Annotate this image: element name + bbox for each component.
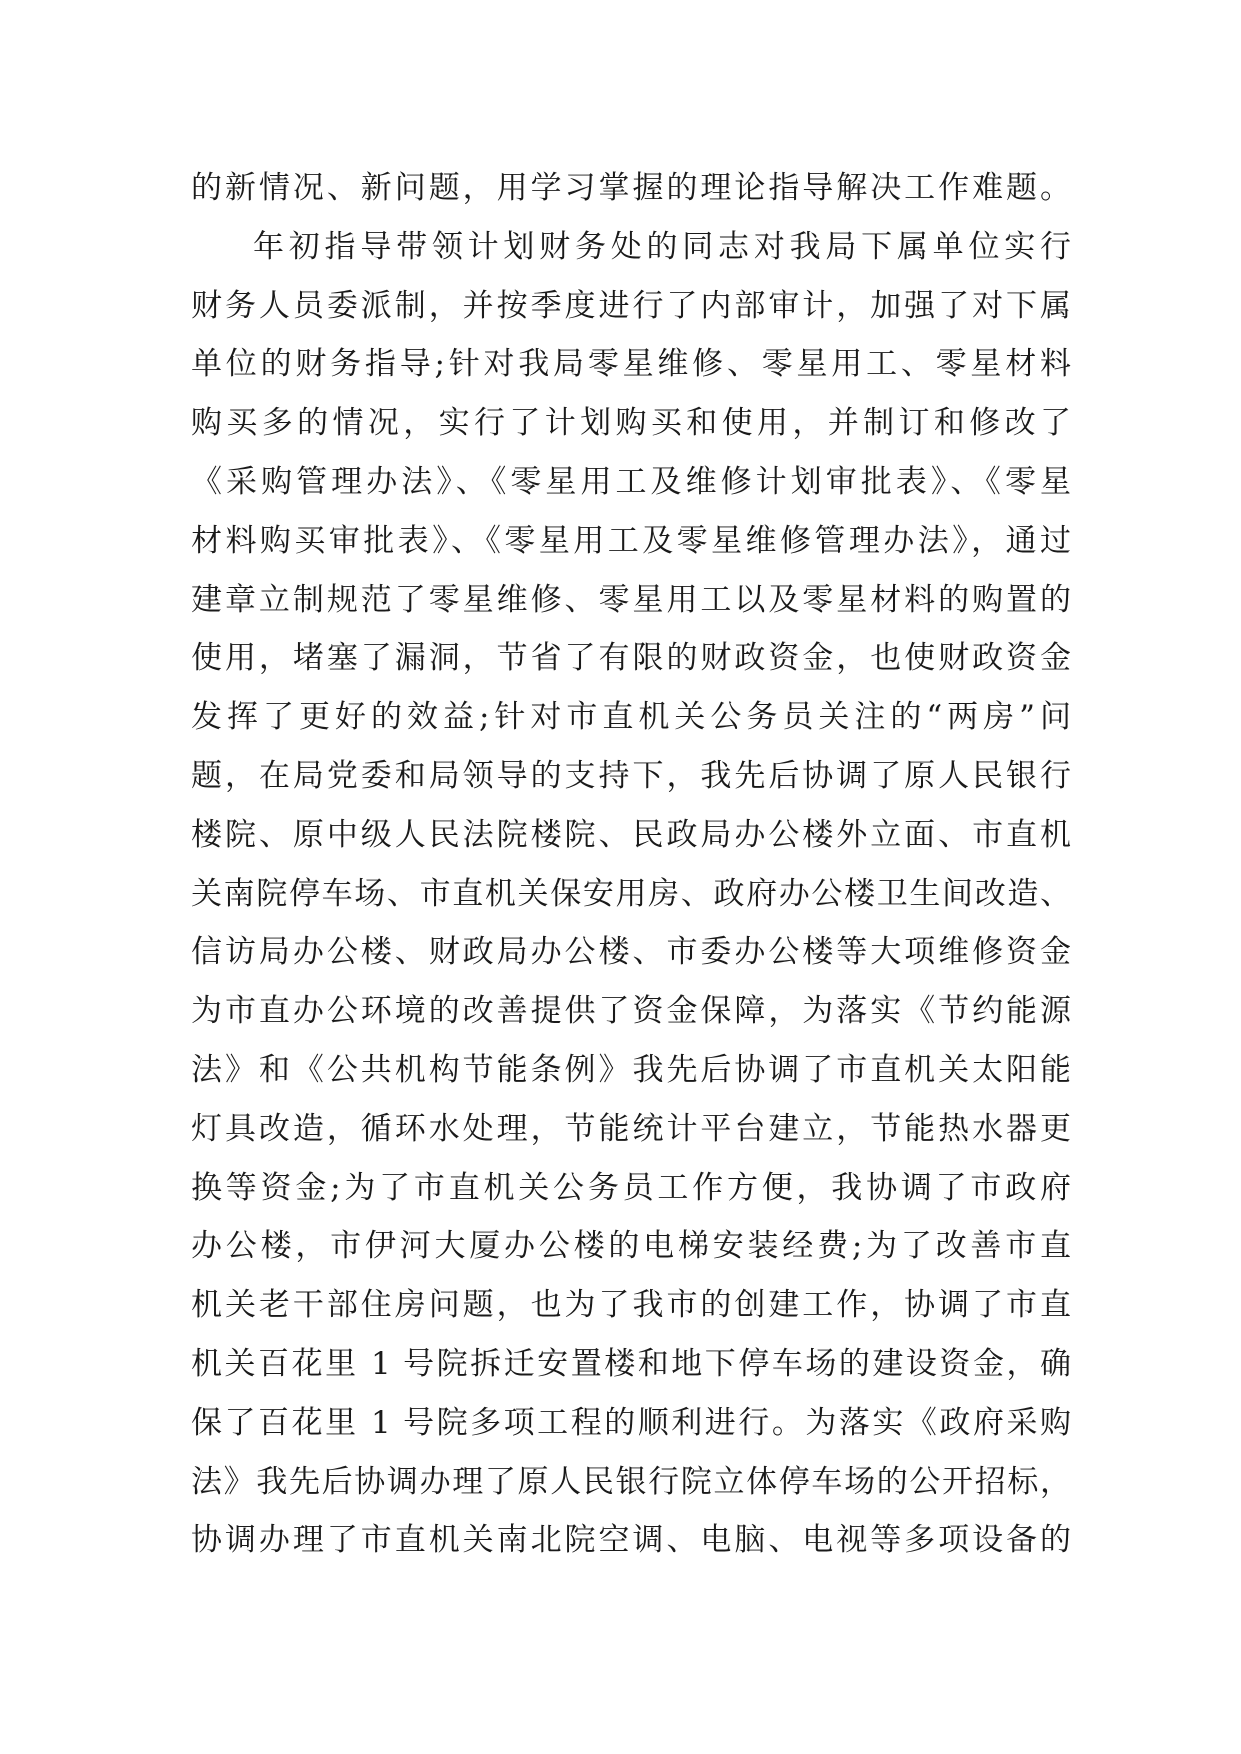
text-line-7: 材料购买审批表》、《零星用工及零星维修管理办法》，通过 (191, 522, 1071, 559)
text-line-19: 办公楼，市伊河大厦办公楼的电梯安装经费;为了改善市直 (191, 1228, 1071, 1265)
text-line-16: 法》和《公共机构节能条例》我先后协调了市直机关太阳能 (191, 1051, 1071, 1088)
text-line-20: 机关老干部住房问题，也为了我市的创建工作，协调了市直 (191, 1287, 1071, 1324)
text-line-18: 换等资金;为了市直机关公务员工作方便，我协调了市政府 (191, 1169, 1071, 1206)
text-line-6: 《采购管理办法》、《零星用工及维修计划审批表》、《零星 (191, 463, 1071, 500)
text-line-8: 建章立制规范了零星维修、零星用工以及零星材料的购置的 (191, 581, 1071, 618)
text-line-23: 法》我先后协调办理了原人民银行院立体停车场的公开招标， (191, 1463, 1071, 1500)
text-line-11: 题，在局党委和局领导的支持下，我先后协调了原人民银行 (191, 757, 1071, 794)
text-line-22: 保了百花里 1 号院多项工程的顺利进行。为落实《政府采购 (191, 1404, 1071, 1441)
text-line-4: 单位的财务指导;针对我局零星维修、零星用工、零星材料 (191, 346, 1071, 383)
text-line-10: 发挥了更好的效益;针对市直机关公务员关注的“两房”问 (191, 699, 1071, 736)
text-line-24: 协调办理了市直机关南北院空调、电脑、电视等多项设备的 (191, 1522, 1071, 1559)
text-line-2: 年初指导带领计划财务处的同志对我局下属单位实行 (253, 228, 1071, 265)
text-line-12: 楼院、原中级人民法院楼院、民政局办公楼外立面、市直机 (191, 816, 1071, 853)
text-line-1: 的新情况、新问题，用学习掌握的理论指导解决工作难题。 (191, 170, 1071, 206)
text-line-21: 机关百花里 1 号院拆迁安置楼和地下停车场的建设资金，确 (191, 1345, 1071, 1382)
body-text (191, 159, 1071, 1570)
text-line-15: 为市直办公环境的改善提供了资金保障，为落实《节约能源 (191, 993, 1071, 1030)
text-line-3: 财务人员委派制，并按季度进行了内部审计，加强了对下属 (191, 287, 1071, 324)
text-line-13: 关南院停车场、市直机关保安用房、政府办公楼卫生间改造、 (191, 875, 1071, 912)
text-line-17: 灯具改造，循环水处理，节能统计平台建立，节能热水器更 (191, 1110, 1071, 1147)
text-line-5: 购买多的情况，实行了计划购买和使用，并制订和修改了 (191, 405, 1071, 442)
text-line-14: 信访局办公楼、财政局办公楼、市委办公楼等大项维修资金 (191, 934, 1071, 971)
text-line-9: 使用，堵塞了漏洞，节省了有限的财政资金，也使财政资金 (191, 640, 1071, 677)
